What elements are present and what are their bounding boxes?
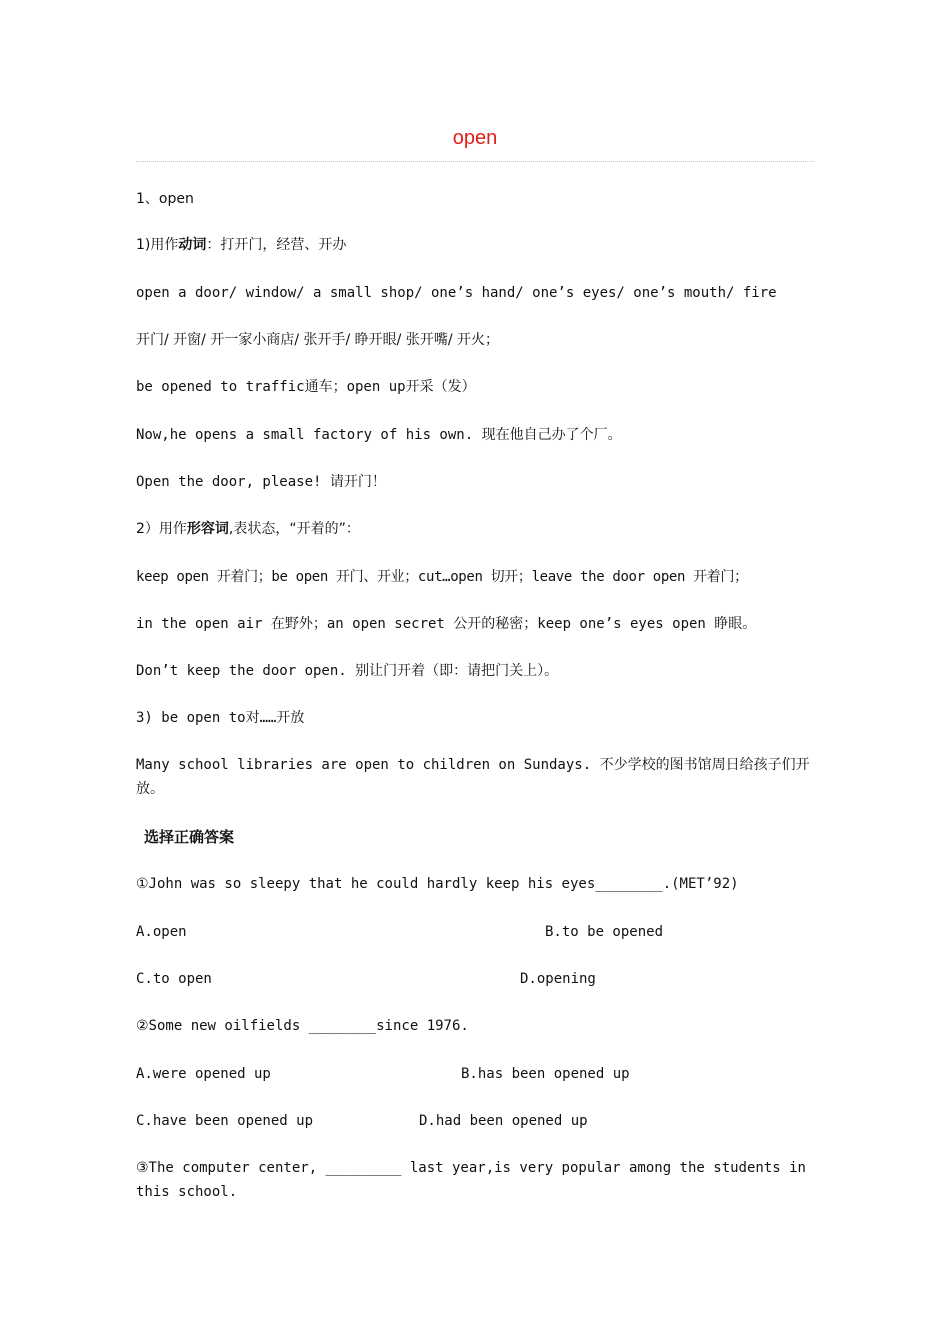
adjective-heading-prefix: 2）用作 (136, 521, 187, 537)
adjective-heading (136, 517, 816, 541)
verb-example-2: Open the door, please! 请开门！ (136, 474, 386, 490)
question-2-option-d: D.had been opened up (419, 1113, 588, 1129)
question-3-stem: ③The computer center, _________ last year,is very popular among the students in this school. (136, 1160, 806, 1200)
adjective-heading-suffix: ,表状态，“开着的”： (228, 521, 360, 537)
question-1-stem: ①John was so sleepy that he could hardly keep his eyes________.(MET’92) (136, 876, 739, 892)
question-1-option-b: B.to be opened (545, 924, 664, 940)
open-to-heading: 3) be open to对……开放 (136, 710, 305, 726)
verb-heading-prefix: 1)用作 (136, 237, 179, 253)
title-divider (136, 161, 814, 162)
exercise-heading: 选择正确答案 (144, 828, 235, 846)
verb-collocations-en: open a door/ window/ a small shop/ one’s hand/ one’s eyes/ one’s mouth/ fire (136, 285, 777, 301)
question-2-stem: ②Some new oilfields ________since 1976. (136, 1018, 469, 1034)
adjective-example: Don’t keep the door open. 别让门开着（即：请把门关上）。 (136, 663, 559, 679)
question-2-option-c: C.have been opened up (136, 1113, 314, 1129)
section-heading: 1、open (136, 191, 194, 207)
question-1-option-d: D.opening (520, 971, 596, 987)
verb-collocations-zh: 开门/ 开窗/ 开一家小商店/ 张开手/ 睁开眼/ 张开嘴/ 开火； (136, 332, 500, 348)
question-2-option-a: A.were opened up (136, 1066, 271, 1082)
question-1-option-c: C.to open (136, 971, 212, 987)
adjective-phrases-1: keep open 开着门；be open 开门、开业；cut…open 切开；leave the door open 开着门； (136, 569, 748, 585)
adjective-phrases-2: in the open air 在野外；an open secret 公开的秘密；keep one’s eyes open 睁眼。 (136, 616, 757, 632)
verb-example-1: Now,he opens a small factory of his own. 现在他自己办了个厂。 (136, 427, 622, 443)
question-2-option-b: B.has been opened up (461, 1066, 630, 1082)
verb-heading (136, 233, 816, 257)
verb-phrases: be opened to traffic通车；open up开采（发） (136, 379, 476, 395)
question-1-option-a: A.open (136, 924, 187, 940)
verb-heading-suffix: ：打开门，经营、开办 (206, 237, 347, 253)
verb-heading-bold: 动词 (178, 237, 207, 253)
open-to-example: Many school libraries are open to children on Sundays. 不少学校的图书馆周日给孩子们开放。 (136, 757, 810, 797)
page-title: open (452, 127, 498, 149)
adjective-heading-bold: 形容词 (186, 521, 229, 537)
